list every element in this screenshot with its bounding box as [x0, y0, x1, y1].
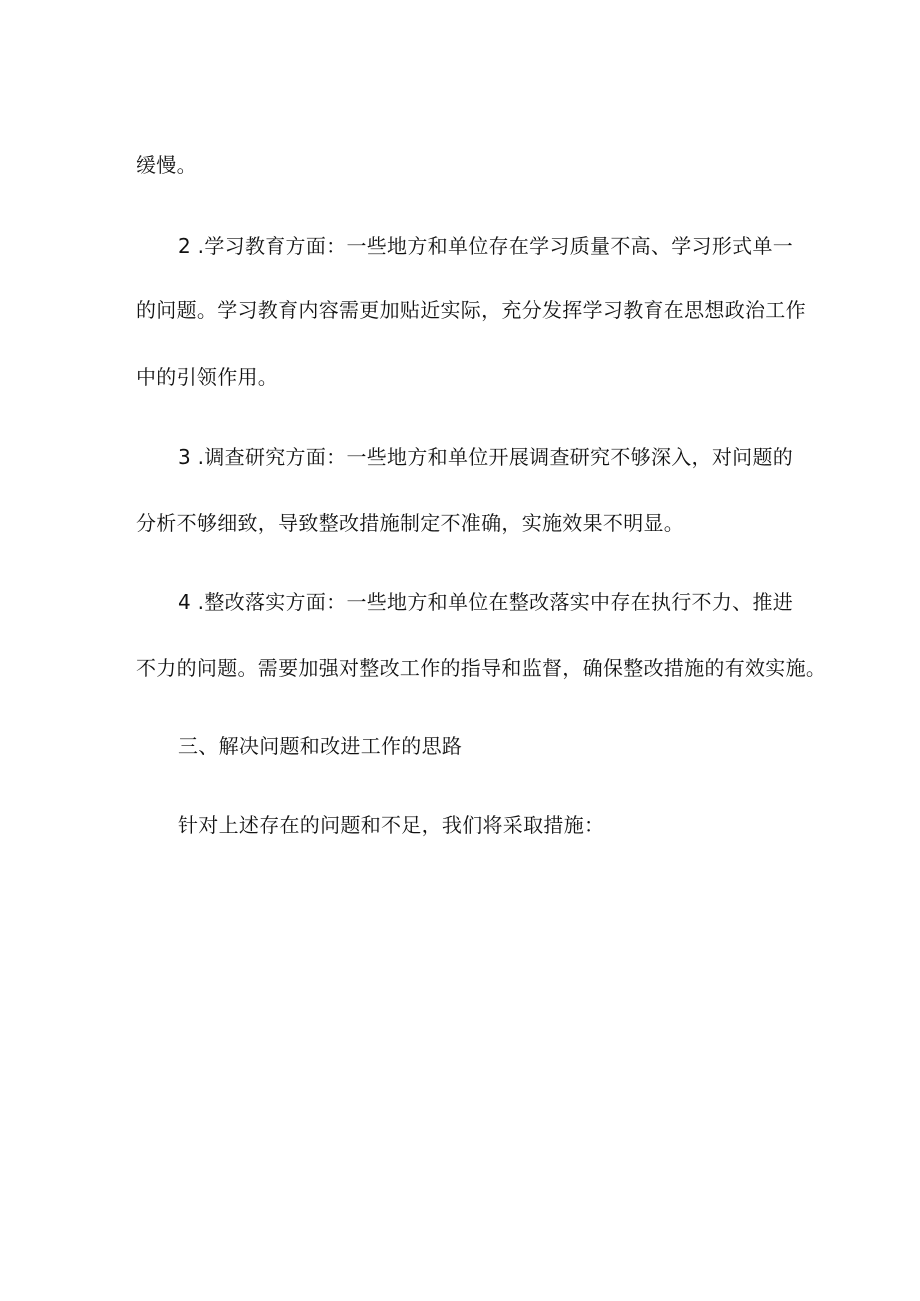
item-4-line-2: 不力的问题。需要加强对整改工作的指导和监督，确保整改措施的有效实施。: [136, 656, 827, 680]
item-2-line-1: 2 .学习教育方面：一些地方和单位存在学习质量不高、学习形式单一: [178, 234, 794, 258]
paragraph-1-line-1: 缓慢。: [136, 153, 197, 177]
item-3-line-1: 3 .调查研究方面：一些地方和单位开展调查研究不够深入，对问题的: [178, 445, 794, 469]
section-heading-3: 三、解决问题和改进工作的思路: [178, 734, 463, 758]
item-4-line-1: 4 .整改落实方面：一些地方和单位在整改落实中存在执行不力、推进: [178, 590, 794, 614]
measures-intro: 针对上述存在的问题和不足，我们将采取措施：: [178, 813, 605, 837]
item-3-line-2: 分析不够细致，导致整改措施制定不准确，实施效果不明显。: [136, 511, 685, 535]
item-2-line-2: 的问题。学习教育内容需更加贴近实际，充分发挥学习教育在思想政治工作: [136, 298, 806, 322]
item-2-line-3: 中的引领作用。: [136, 365, 279, 389]
